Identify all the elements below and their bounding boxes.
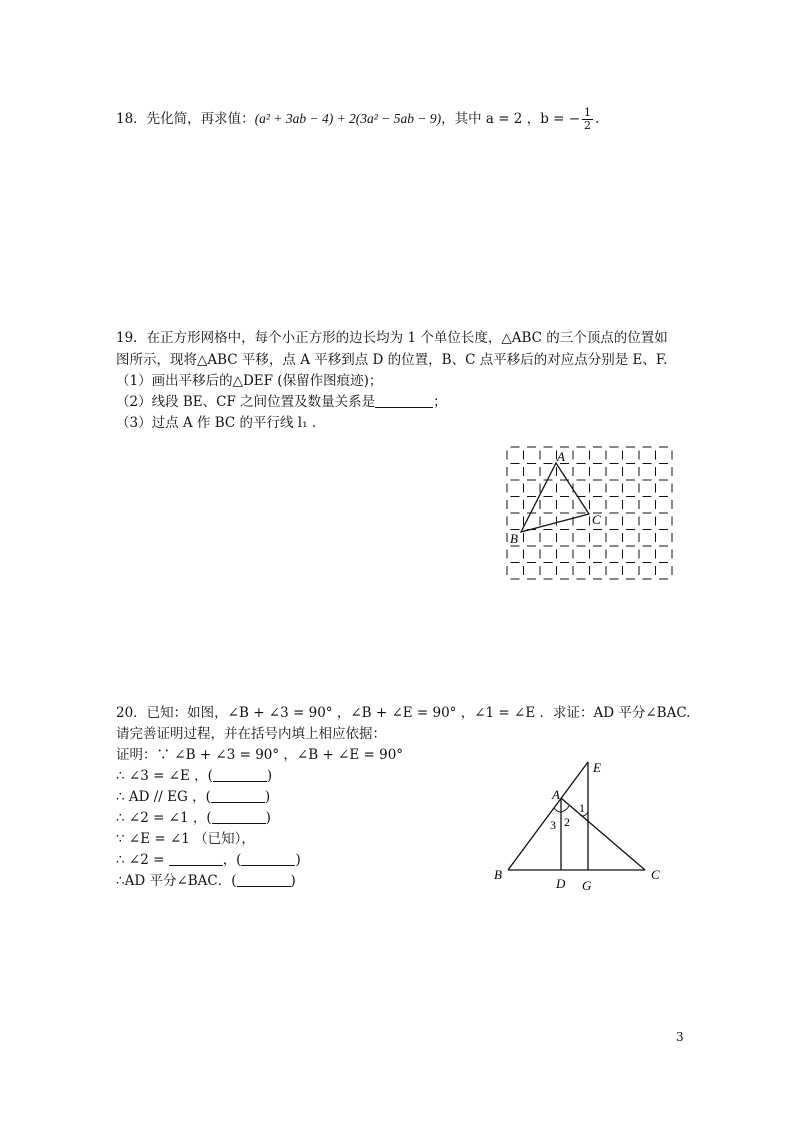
segment-ac — [561, 798, 645, 870]
fig-label-a: A — [552, 787, 560, 802]
segment-be — [508, 762, 588, 870]
q18-end: . — [595, 111, 600, 127]
q18-expression: (a² + 3ab − 4) + 2(3a² − 5ab − 9) — [254, 111, 442, 126]
q19-part2-end: ； — [433, 394, 447, 410]
q19-part3: （3）过点 A 作 BC 的平行线 l₁ . — [116, 415, 317, 431]
q20-blank-1[interactable] — [213, 767, 267, 782]
q19-part2-text: （2）线段 BE、CF 之间位置及数量关系是 — [116, 394, 376, 410]
q18-prefix: 18．先化简，再求值： — [116, 111, 255, 127]
fig-label-1: 1 — [579, 801, 585, 815]
q19-line1: 19．在正方形网格中，每个小正方形的边长均为 1 个单位长度，△ABC 的三个顶点的位置如 — [116, 330, 668, 346]
grid-label-a: A — [557, 449, 565, 464]
q20-proof1 — [116, 766, 272, 786]
q20-line2: 请完善证明过程，并在括号内填上相应依据： — [116, 726, 386, 742]
q18-frac-den: 2 — [584, 119, 592, 132]
fig-label-g: G — [582, 878, 592, 893]
q20-proof1-text: ∴ ∠3 = ∠E ，( — [116, 768, 213, 784]
fig-label-d: D — [556, 876, 566, 891]
q19-line2: 图所示，现将△ABC 平移，点 A 平移到点 D 的位置，B、C 点平移后的对应点分别是 E、F. — [116, 352, 668, 368]
fig-label-b: B — [494, 867, 502, 882]
fig-label-c: C — [651, 867, 660, 882]
fig-label-2: 2 — [564, 815, 570, 829]
q20-close-6: ) — [290, 873, 296, 889]
q20-close-2: ) — [264, 789, 271, 805]
q20-line1: 20．已知：如图，∠B + ∠3 = 90° ，∠B + ∠E = 90° ，∠1 = ∠E ．求证：AD 平分∠BAC. — [116, 705, 691, 721]
angle-mark-3 — [554, 808, 561, 812]
fig-label-3: 3 — [550, 818, 556, 832]
fig-label-e: E — [593, 760, 601, 775]
q20-proof5 — [116, 850, 301, 870]
grid-label-b: B — [510, 531, 518, 546]
q20-proof2-text: ∴ AD // EG ，( — [116, 789, 211, 805]
q20-blank-6[interactable] — [237, 872, 291, 887]
q20-proof5-mid: ，( — [222, 852, 242, 868]
grid-label-c: C — [592, 512, 601, 527]
q20-blank-3[interactable] — [212, 809, 266, 824]
q20-blank-5[interactable] — [241, 851, 295, 866]
q20-blank-2[interactable] — [211, 788, 265, 803]
q20-figure — [494, 760, 660, 893]
q20-proof3-text: ∴ ∠2 = ∠1 ，( — [116, 810, 212, 826]
q20-proof5-text: ∴ ∠2 = — [116, 852, 169, 868]
q20-proof6-text: ∴AD 平分∠BAC．( — [116, 873, 237, 889]
q18-frac-num: 1 — [584, 106, 592, 119]
q20-close-3: ) — [265, 810, 271, 826]
q19-part1: （1）画出平移后的△DEF (保留作图痕迹)； — [116, 373, 383, 389]
triangle-abc — [521, 463, 589, 532]
angle-mark-2 — [561, 806, 569, 812]
page-number: 3 — [676, 1030, 684, 1044]
q20-proof0: 证明：∵ ∠B + ∠3 = 90° ，∠B + ∠E = 90° — [116, 747, 404, 763]
q20-proof4: ∵ ∠E = ∠1 （已知）， — [116, 831, 255, 847]
q20-proof2 — [116, 787, 270, 807]
q20-proof3 — [116, 808, 271, 828]
q20-close-1: ) — [266, 768, 273, 784]
q20-blank-4[interactable] — [169, 851, 223, 866]
q20-proof6 — [116, 871, 296, 891]
grid-lines — [507, 447, 672, 579]
q20-close-5: ) — [295, 852, 301, 868]
q18-condition: ，其中 a = 2 ，b = − — [441, 111, 581, 127]
